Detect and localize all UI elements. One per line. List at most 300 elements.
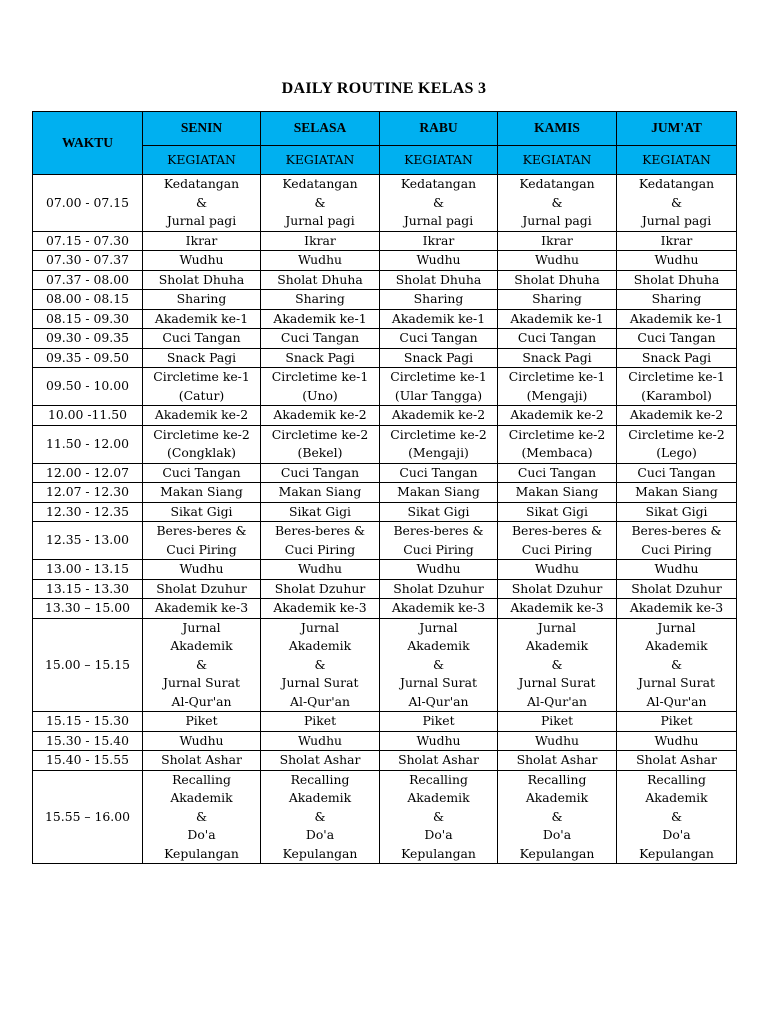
table-row (33, 290, 737, 310)
activity-cell (380, 618, 498, 712)
activity-cell (261, 731, 380, 751)
activity-line: Akademik ke-2 (391, 407, 486, 422)
activity-cell (380, 175, 498, 232)
activity-line: Akademik (288, 790, 352, 805)
activity-cell (261, 751, 380, 771)
activity-line: Wudhu (654, 252, 699, 267)
activity-line: Piket (422, 713, 455, 728)
activity-cell (261, 579, 380, 599)
activity-line: Al-Qur'an (527, 693, 587, 709)
activity-line: Akademik (525, 790, 589, 805)
activity-cell (380, 502, 498, 522)
activity-line: Snack Pagi (403, 349, 474, 365)
activity-cell (617, 560, 737, 580)
activity-line: Akademik (645, 638, 708, 653)
activity-line: Kedatangan (400, 176, 477, 191)
activity-line: (Mengaji) (408, 445, 469, 460)
activity-cell (617, 270, 737, 290)
activity-cell (380, 599, 498, 619)
activity-line: Jurnal pagi (403, 213, 474, 228)
activity-line: Sikat Gigi (407, 503, 470, 519)
activity-line: Circletime ke-1 (271, 369, 369, 384)
activity-line: (Bekel) (297, 445, 343, 460)
activity-cell (380, 309, 498, 329)
activity-line: (Karambol) (641, 387, 712, 403)
activity-line: Beres-beres & (156, 523, 247, 538)
activity-line: Circletime ke-1 (508, 369, 606, 384)
activity-cell (261, 368, 380, 406)
activity-cell (617, 618, 737, 712)
activity-line: Circletime ke-2 (153, 426, 250, 442)
activity-line: Al-Qur'an (646, 693, 707, 709)
activity-line: (Uno) (302, 387, 338, 403)
activity-cell (380, 348, 498, 368)
activity-cell (380, 560, 498, 580)
time-cell: 12.35 - 13.00 (33, 522, 143, 560)
activity-line: & (551, 808, 563, 824)
activity-cell (380, 425, 498, 463)
activity-cell (617, 348, 737, 368)
activity-line: Sholat Ashar (161, 752, 242, 767)
activity-cell (498, 751, 617, 771)
activity-line: Circletime ke-1 (153, 369, 250, 384)
activity-line: Sikat Gigi (288, 503, 352, 519)
activity-cell (261, 309, 380, 329)
activity-line: & (314, 656, 326, 672)
activity-cell (498, 270, 617, 290)
activity-cell (143, 368, 261, 406)
activity-cell (617, 309, 737, 329)
activity-line: Jurnal Surat (518, 675, 596, 690)
table-row (33, 731, 737, 751)
activity-line: (Membaca) (521, 445, 593, 460)
activity-line: Wudhu (416, 732, 461, 748)
activity-line: Do'a (305, 827, 335, 842)
activity-line: Akademik ke-1 (629, 310, 724, 326)
activity-cell (380, 751, 498, 771)
activity-cell (498, 406, 617, 426)
activity-line: Piket (185, 713, 218, 728)
activity-cell (498, 599, 617, 619)
activity-line: Cuci Piring (641, 541, 712, 557)
activity-cell (143, 251, 261, 271)
activity-line: Kepulangan (639, 845, 714, 861)
activity-cell (143, 483, 261, 503)
activity-line: Kepulangan (401, 845, 476, 861)
time-cell: 13.00 - 13.15 (33, 560, 143, 580)
activity-line: Piket (303, 713, 337, 728)
activity-line: Wudhu (297, 252, 343, 267)
activity-line: & (432, 808, 445, 824)
activity-line: Piket (660, 713, 693, 728)
time-cell: 13.30 – 15.00 (33, 599, 143, 619)
activity-cell (380, 579, 498, 599)
activity-line: Circletime ke-1 (628, 369, 725, 384)
activity-line: Piket (540, 713, 574, 728)
activity-line: Cuci Tangan (637, 464, 716, 480)
activity-cell (380, 251, 498, 271)
activity-cell (380, 463, 498, 483)
time-cell: 09.35 - 09.50 (33, 348, 143, 368)
activity-cell (261, 290, 380, 310)
activity-line: Sikat Gigi (170, 503, 233, 519)
time-cell: 13.15 - 13.30 (33, 579, 143, 599)
activity-cell (380, 406, 498, 426)
activity-line: Jurnal pagi (166, 213, 237, 228)
activity-cell (143, 290, 261, 310)
activity-line: Akademik ke-3 (629, 600, 724, 615)
activity-cell (498, 560, 617, 580)
activity-cell (380, 522, 498, 560)
activity-cell (143, 522, 261, 560)
activity-line: Kedatangan (519, 176, 595, 191)
activity-line: Wudhu (534, 252, 580, 267)
activity-line: Al-Qur'an (290, 693, 350, 709)
activity-line: Kedatangan (163, 176, 240, 191)
activity-line: Akademik ke-2 (510, 407, 604, 422)
activity-line: & (432, 194, 445, 210)
header-kegiatan: KEGIATAN (261, 146, 380, 175)
activity-line: Cuci Tangan (280, 330, 360, 345)
activity-line: Recalling (290, 771, 350, 787)
activity-line: Sholat Ashar (516, 752, 598, 767)
activity-cell (617, 290, 737, 310)
activity-cell (143, 309, 261, 329)
activity-line: Sholat Ashar (636, 752, 717, 767)
activity-cell (498, 368, 617, 406)
activity-line: Akademik ke-1 (273, 310, 367, 326)
activity-cell (617, 231, 737, 251)
activity-cell (143, 463, 261, 483)
activity-cell (143, 425, 261, 463)
table-row (33, 522, 737, 560)
activity-cell (261, 270, 380, 290)
activity-cell (143, 731, 261, 751)
activity-line: Wudhu (534, 732, 580, 748)
activity-cell (617, 599, 737, 619)
activity-line: Akademik ke-3 (154, 600, 249, 615)
activity-cell (261, 618, 380, 712)
activity-line: Kepulangan (164, 845, 239, 861)
activity-line: Akademik (525, 638, 589, 653)
activity-line: Makan Siang (160, 484, 243, 499)
activity-cell (261, 712, 380, 732)
activity-line: Jurnal (657, 619, 696, 635)
table-row (33, 329, 737, 349)
activity-cell (261, 770, 380, 864)
table-row (33, 406, 737, 426)
activity-line: & (670, 194, 683, 210)
activity-line: & (670, 656, 683, 672)
table-row (33, 751, 737, 771)
activity-line: Cuci Piring (403, 541, 474, 557)
activity-line: Wudhu (179, 252, 224, 267)
activity-line: Beres-beres & (511, 523, 603, 538)
routine-table (32, 111, 737, 864)
activity-cell (498, 231, 617, 251)
activity-line: Wudhu (654, 561, 699, 576)
table-row (33, 425, 737, 463)
activity-cell (498, 770, 617, 864)
activity-line: Cuci Tangan (517, 464, 597, 480)
activity-cell (380, 368, 498, 406)
header-kegiatan: KEGIATAN (143, 146, 261, 175)
activity-line: Cuci Piring (284, 541, 356, 557)
activity-line: Sholat Ashar (398, 752, 479, 767)
activity-line: Sharing (295, 291, 345, 306)
table-row (33, 483, 737, 503)
activity-line: Kedatangan (282, 176, 358, 191)
activity-line: Kepulangan (282, 845, 358, 861)
activity-cell (143, 270, 261, 290)
activity-line: Sharing (413, 291, 464, 306)
table-row (33, 770, 737, 864)
activity-line: Sholat Dhuha (277, 271, 363, 287)
activity-cell (380, 329, 498, 349)
activity-line: (Ular Tangga) (394, 387, 483, 403)
activity-line: Jurnal pagi (641, 213, 712, 228)
activity-line: (Congklak) (167, 445, 236, 460)
activity-cell (498, 329, 617, 349)
time-cell: 15.55 – 16.00 (33, 770, 143, 864)
activity-line: Cuci Tangan (399, 330, 478, 345)
activity-cell (380, 231, 498, 251)
table-header (33, 112, 737, 175)
activity-line: Jurnal (537, 619, 577, 635)
activity-cell (617, 579, 737, 599)
activity-line: Snack Pagi (166, 349, 237, 365)
activity-cell (617, 251, 737, 271)
time-cell: 10.00 -11.50 (33, 406, 143, 426)
activity-line: Akademik ke-1 (391, 310, 486, 326)
activity-line: Jurnal pagi (522, 213, 592, 228)
activity-cell (498, 522, 617, 560)
activity-line: Cuci Tangan (162, 464, 241, 480)
activity-line: Circletime ke-1 (390, 369, 487, 384)
activity-line: Jurnal (300, 619, 340, 635)
activity-cell (617, 483, 737, 503)
table-row (33, 251, 737, 271)
table-row (33, 599, 737, 619)
activity-cell (261, 483, 380, 503)
activity-cell (261, 406, 380, 426)
activity-line: Jurnal Surat (163, 675, 240, 690)
activity-line: Sholat Dhuha (514, 271, 600, 287)
activity-line: Sholat Dzuhur (511, 580, 603, 596)
activity-line: Recalling (172, 771, 231, 787)
time-cell: 12.30 - 12.35 (33, 502, 143, 522)
activity-cell (498, 251, 617, 271)
activity-line: Snack Pagi (641, 349, 712, 365)
activity-line: Al-Qur'an (171, 693, 232, 709)
time-cell: 09.50 - 10.00 (33, 368, 143, 406)
activity-line: Jurnal Surat (638, 675, 715, 690)
activity-line: Wudhu (654, 732, 699, 748)
activity-line: Al-Qur'an (408, 693, 469, 709)
activity-line: Makan Siang (515, 484, 599, 499)
activity-cell (380, 270, 498, 290)
activity-cell (261, 502, 380, 522)
header-kegiatan: KEGIATAN (617, 146, 737, 175)
activity-cell (498, 348, 617, 368)
activity-line: Do'a (187, 827, 216, 842)
activity-line: Recalling (527, 771, 587, 787)
activity-line: Akademik (407, 790, 470, 805)
activity-line: Beres-beres & (631, 523, 722, 538)
activity-cell (617, 368, 737, 406)
activity-line: Sholat Dhuha (633, 271, 720, 287)
header-kegiatan: KEGIATAN (380, 146, 498, 175)
table-row (33, 712, 737, 732)
activity-line: Recalling (647, 771, 706, 787)
time-cell: 07.00 - 07.15 (33, 175, 143, 232)
activity-line: Akademik (407, 638, 470, 653)
time-cell: 08.00 - 08.15 (33, 290, 143, 310)
activity-line: Circletime ke-2 (628, 426, 725, 442)
activity-cell (261, 348, 380, 368)
table-row (33, 618, 737, 712)
activity-line: Beres-beres & (393, 523, 484, 538)
page-title: DAILY ROUTINE KELAS 3 (281, 80, 487, 97)
header-day-senin: SENIN (143, 112, 261, 146)
activity-line: Ikrar (541, 232, 573, 248)
activity-cell (380, 712, 498, 732)
activity-line: Kedatangan (638, 176, 715, 191)
activity-line: Jurnal Surat (400, 675, 477, 690)
activity-line: Ikrar (304, 232, 336, 248)
activity-line: & (195, 194, 208, 210)
activity-line: & (314, 194, 326, 210)
time-cell: 15.40 - 15.55 (33, 751, 143, 771)
activity-line: Wudhu (416, 561, 461, 576)
activity-cell (617, 712, 737, 732)
activity-line: Cuci Piring (521, 541, 593, 557)
activity-line: Akademik (170, 638, 233, 653)
activity-line: Cuci Piring (166, 541, 237, 557)
activity-line: & (551, 194, 563, 210)
activity-line: Sikat Gigi (645, 503, 708, 519)
activity-cell (617, 522, 737, 560)
activity-cell (498, 290, 617, 310)
activity-line: Do'a (424, 827, 453, 842)
activity-line: Sholat Dzuhur (274, 580, 366, 596)
table-row (33, 579, 737, 599)
activity-line: Sholat Dzuhur (631, 580, 722, 596)
activity-cell (617, 463, 737, 483)
header-day-kamis: KAMIS (498, 112, 617, 146)
activity-line: Circletime ke-2 (508, 426, 606, 442)
table-row (33, 309, 737, 329)
activity-cell (380, 731, 498, 751)
activity-cell (617, 329, 737, 349)
table-row (33, 502, 737, 522)
activity-line: Cuci Tangan (280, 464, 360, 480)
activity-line: Sharing (532, 291, 582, 306)
activity-line: & (195, 656, 208, 672)
activity-line: Akademik (170, 790, 233, 805)
activity-cell (261, 463, 380, 483)
header-day-rabu: RABU (380, 112, 498, 146)
activity-cell (617, 175, 737, 232)
activity-cell (617, 425, 737, 463)
activity-cell (498, 712, 617, 732)
activity-line: & (670, 808, 683, 824)
activity-line: & (432, 656, 445, 672)
activity-cell (143, 329, 261, 349)
activity-cell (380, 770, 498, 864)
activity-line: Do'a (542, 827, 572, 842)
activity-line: Circletime ke-2 (271, 426, 369, 442)
activity-line: Jurnal (182, 619, 221, 635)
activity-cell (143, 579, 261, 599)
activity-line: Do'a (662, 827, 691, 842)
activity-line: Akademik ke-1 (510, 310, 604, 326)
time-cell: 07.15 - 07.30 (33, 231, 143, 251)
activity-line: Sholat Dzuhur (156, 580, 247, 596)
activity-line: Cuci Tangan (517, 330, 597, 345)
activity-line: Sharing (651, 291, 702, 306)
activity-cell (261, 231, 380, 251)
activity-cell (617, 751, 737, 771)
activity-line: Akademik ke-3 (273, 600, 367, 615)
activity-cell (261, 251, 380, 271)
activity-cell (143, 502, 261, 522)
header-day-jumat: JUM'AT (617, 112, 737, 146)
activity-cell (261, 425, 380, 463)
activity-line: Akademik (288, 638, 352, 653)
activity-cell (498, 579, 617, 599)
time-cell: 08.15 - 09.30 (33, 309, 143, 329)
activity-cell (143, 618, 261, 712)
activity-line: (Mengaji) (526, 387, 588, 403)
activity-line: Wudhu (416, 252, 461, 267)
time-cell: 15.00 – 15.15 (33, 618, 143, 712)
activity-line: Wudhu (179, 561, 224, 576)
time-cell: 15.30 - 15.40 (33, 731, 143, 751)
activity-cell (143, 175, 261, 232)
header-kegiatan: KEGIATAN (498, 146, 617, 175)
header-time: WAKTU (33, 112, 143, 175)
activity-line: Wudhu (179, 732, 224, 748)
activity-line: Jurnal pagi (285, 213, 355, 228)
activity-cell (261, 599, 380, 619)
activity-line: Makan Siang (397, 484, 480, 499)
activity-line: Snack Pagi (285, 349, 355, 365)
activity-cell (498, 483, 617, 503)
activity-cell (498, 309, 617, 329)
activity-cell (261, 522, 380, 560)
activity-line: Sholat Dhuha (158, 271, 245, 287)
time-cell: 15.15 - 15.30 (33, 712, 143, 732)
activity-line: Makan Siang (635, 484, 718, 499)
activity-line: Snack Pagi (522, 349, 592, 365)
activity-cell (498, 618, 617, 712)
activity-cell (498, 425, 617, 463)
activity-line: (Lego) (656, 445, 697, 460)
activity-line: Akademik ke-1 (154, 310, 249, 326)
activity-cell (261, 560, 380, 580)
activity-line: Recalling (409, 771, 468, 787)
time-cell: 09.30 - 09.35 (33, 329, 143, 349)
activity-line: Akademik ke-3 (391, 600, 486, 615)
activity-cell (143, 348, 261, 368)
activity-line: & (314, 808, 326, 824)
header-day-row (33, 112, 737, 146)
activity-cell (380, 483, 498, 503)
activity-cell (261, 175, 380, 232)
time-cell: 12.00 - 12.07 (33, 463, 143, 483)
activity-line: Makan Siang (278, 484, 362, 499)
